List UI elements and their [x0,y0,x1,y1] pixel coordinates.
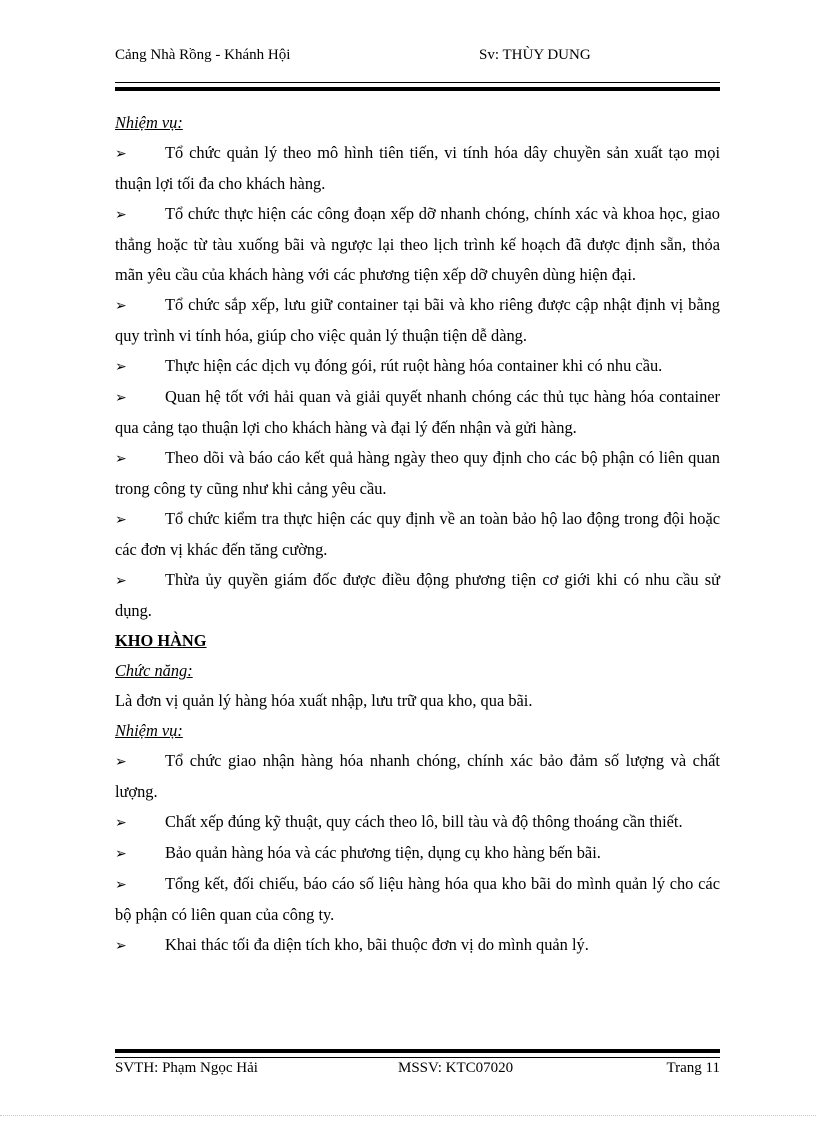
arrow-bullet-icon: ➢ [115,938,127,954]
arrow-bullet-icon: ➢ [115,754,127,770]
list-item: ➢ Thừa ủy quyền giám đốc được điều động phương tiện cơ giới khi có nhu cầu sử dụng. [115,565,720,626]
page-edge-divider [0,1115,816,1117]
list-item: ➢ Theo dõi và báo cáo kết quả hàng ngày theo quy định cho các bộ phận có liên quan trong công ty cũng như khi cảng yêu cầu. [115,443,720,504]
list-item: ➢ Thực hiện các dịch vụ đóng gói, rút ruột hàng hóa container khi có nhu cầu. [115,351,720,382]
arrow-bullet-icon: ➢ [115,146,127,162]
page-footer [115,1060,720,1080]
list-item: ➢ Bảo quản hàng hóa và các phương tiện, dụng cụ kho hàng bến bãi. [115,838,720,869]
nhiem-vu-heading: Nhiệm vụ: [115,113,183,132]
footer-rule [115,1049,720,1058]
list-item: ➢ Quan hệ tốt với hải quan và giải quyết nhanh chóng các thủ tục hàng hóa container qua cảng tạo thuận lợi cho khách hàng và đại lý đến nhận và gửi hàng. [115,382,720,443]
arrow-bullet-icon: ➢ [115,298,127,314]
arrow-bullet-icon: ➢ [115,451,127,467]
arrow-bullet-icon: ➢ [115,815,127,831]
page-header [115,47,720,69]
list-item: ➢ Tổ chức giao nhận hàng hóa nhanh chóng, chính xác bảo đảm số lượng và chất lượng. [115,746,720,807]
arrow-bullet-icon: ➢ [115,846,127,862]
chuc-nang-text: Là đơn vị quản lý hàng hóa xuất nhập, lưu trữ qua kho, qua bãi. [115,691,533,710]
list-item: ➢ Tổ chức quản lý theo mô hình tiên tiến, vi tính hóa dây chuyền sản xuất tạo mọi thuận lợi tối đa cho khách hàng. [115,138,720,199]
list-item: ➢ Tổ chức sắp xếp, lưu giữ container tại bãi và kho riêng được cập nhật định vị bằng quy trình vi tính hóa, giúp cho việc quản lý thuận tiện dễ dàng. [115,290,720,351]
header-left-text: Cảng Nhà Rồng - Khánh Hội [115,47,291,63]
arrow-bullet-icon: ➢ [115,359,127,375]
arrow-bullet-icon: ➢ [115,512,127,528]
nhiem-vu-heading-2: Nhiệm vụ: [115,721,183,740]
chuc-nang-heading: Chức năng: [115,661,193,680]
arrow-bullet-icon: ➢ [115,573,127,589]
document-body [115,108,720,961]
list-item: ➢ Tổng kết, đối chiếu, báo cáo số liệu hàng hóa qua kho bãi do mình quản lý cho các bộ phận có liên quan của công ty. [115,869,720,930]
header-rule [115,82,720,91]
footer-student-id: MSSV: KTC07020 [398,1060,514,1076]
footer-student-name: SVTH: Phạm Ngọc Hải [115,1060,258,1076]
list-item: ➢ Tổ chức thực hiện các công đoạn xếp dỡ nhanh chóng, chính xác và khoa học, giao thẳng hoặc từ tàu xuống bãi và ngược lại theo lịch trình kế hoạch đã được định sẵn, thỏa mãn yêu cầu của khách hàng với các phương tiện xếp dỡ chuyên dùng hiện đại. [115,199,720,290]
list-item: ➢ Khai thác tối đa diện tích kho, bãi thuộc đơn vị do mình quản lý. [115,930,720,961]
arrow-bullet-icon: ➢ [115,207,127,223]
header-right-text: Sv: THÙY DUNG [479,47,591,63]
list-item: ➢ Tổ chức kiểm tra thực hiện các quy định về an toàn bảo hộ lao động trong đội hoặc các đơn vị khác đến tăng cường. [115,504,720,565]
arrow-bullet-icon: ➢ [115,877,127,893]
arrow-bullet-icon: ➢ [115,390,127,406]
footer-page-number: Trang 11 [666,1060,720,1076]
kho-hang-heading: KHO HÀNG [115,631,207,650]
list-item: ➢ Chất xếp đúng kỹ thuật, quy cách theo lô, bill tàu và độ thông thoáng cần thiết. [115,807,720,838]
